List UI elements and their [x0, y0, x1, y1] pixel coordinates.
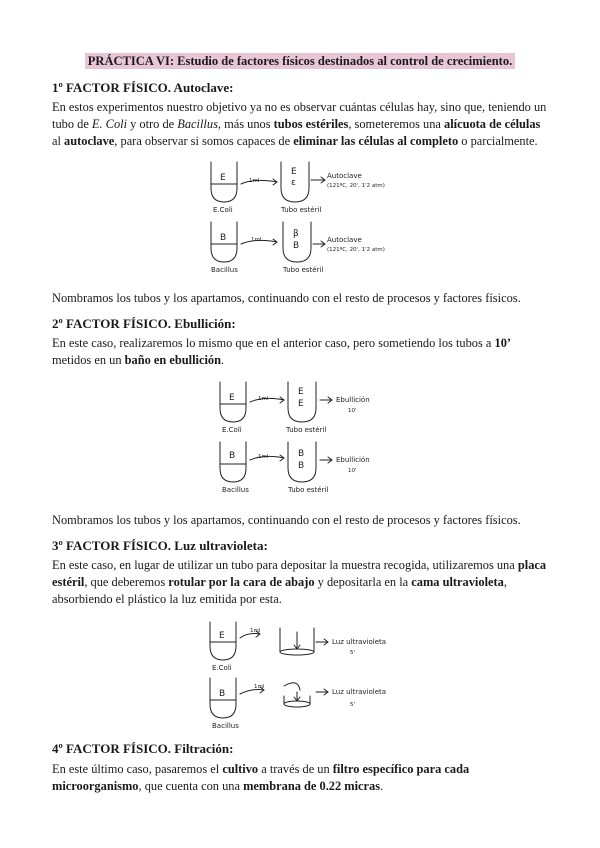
target-1-sub: (121ºC, 20', 1'2 atm) [327, 183, 385, 189]
svg-text:B: B [229, 451, 236, 461]
tube-sterile [281, 162, 309, 202]
target-2: Autoclave [327, 236, 362, 244]
tube-sterile-2 [288, 442, 316, 482]
label-bacillus: Bacillus [212, 722, 239, 730]
label-sterile: Tubo estéril [286, 426, 327, 434]
closing-ebullicion: Nombramos los tubos y los apartamos, continuando con el resto de procesos y factores físicos. [52, 513, 521, 527]
svg-text:B: B [220, 233, 227, 243]
target-2: Luz ultravioleta [332, 688, 387, 696]
arrow-label: 1ml [258, 454, 269, 460]
svg-text:E: E [220, 173, 226, 183]
closing-autoclave: Nombramos los tubos y los apartamos, continuando con el resto de procesos y factores físicos. [52, 291, 521, 305]
tube-ecoli [210, 622, 236, 660]
paragraph-luz-uv: En este caso, en lugar de utilizar un tubo para depositar la muestra recogida, utilizaremos una placa estéril, que deberemos rotular por la cara de abajo y depositarla en la cama ultravioleta, absorbiendo el plástico la luz emitida por esta. [52, 558, 547, 606]
title-container [0, 52, 600, 70]
heading-autoclave: 1º FACTOR FÍSICO. Autoclave: [52, 80, 234, 95]
svg-text:E: E [219, 631, 225, 641]
label-ecoli: E.Coli [222, 426, 242, 434]
svg-text:β: β [293, 229, 299, 239]
arrow-label: 1ml [254, 684, 265, 690]
svg-text:B: B [219, 689, 226, 699]
label-bacillus: Bacillus [222, 486, 249, 494]
target-2-sub: (121ºC, 20', 1'2 atm) [327, 247, 385, 253]
svg-text:E: E [291, 167, 297, 177]
target-1: Autoclave [327, 172, 362, 180]
tube-bacillus [211, 222, 237, 262]
target-2-sub: 5' [350, 702, 356, 708]
petri-dish [280, 628, 314, 655]
label-ecoli: E.Coli [213, 206, 233, 214]
tube-bacillus [220, 442, 246, 482]
svg-text:E: E [229, 393, 235, 403]
label-bacillus: Bacillus [211, 266, 238, 274]
paragraph-filtracion: En este último caso, pasaremos el cultivo a través de un filtro específico para cada microorganismo, que cuenta con una membrana de 0.22 micras. [52, 762, 470, 793]
target-1-sub: 5' [350, 650, 356, 656]
petri-dish-2 [284, 683, 310, 707]
target-1: Ebullición [336, 396, 370, 404]
svg-text:B: B [298, 461, 305, 471]
heading-filtracion: 4º FACTOR FÍSICO. Filtración: [52, 741, 234, 756]
paragraph-ebullicion: En este caso, realizaremos lo mismo que en el anterior caso, pero sometiendo los tubos a 10’ metidos en un baño en ebullición. [52, 336, 512, 367]
label-sterile: Tubo estéril [281, 206, 322, 214]
page-title: PRÁCTICA VI: Estudio de factores físicos destinados al control de crecimiento. [85, 53, 515, 69]
tube-ecoli [220, 382, 246, 422]
target-1-sub: 10' [348, 408, 357, 414]
svg-text:ε: ε [291, 178, 296, 188]
tube-sterile-2 [283, 222, 311, 262]
svg-text:B: B [293, 241, 300, 251]
diagram-ebullicion [214, 378, 404, 498]
arrow-label: 1ml [251, 237, 262, 243]
target-1: Luz ultravioleta [332, 638, 387, 646]
tube-sterile [288, 382, 316, 422]
heading-ebullicion: 2º FACTOR FÍSICO. Ebullición: [52, 316, 236, 331]
target-2: Ebullición [336, 456, 370, 464]
arrow-label: 1ml [258, 396, 269, 402]
arrow-label: 1ml [249, 178, 260, 184]
svg-text:B: B [298, 449, 305, 459]
heading-luz-uv: 3º FACTOR FÍSICO. Luz ultravioleta: [52, 538, 268, 553]
diagram-luz-uv [204, 618, 404, 730]
svg-text:E: E [298, 399, 304, 409]
target-2-sub: 10' [348, 468, 357, 474]
tube-ecoli [211, 162, 237, 202]
arrow-icon [240, 690, 264, 695]
tube-bacillus [210, 678, 236, 718]
svg-text:E: E [298, 387, 304, 397]
label-ecoli: E.Coli [212, 664, 232, 672]
diagram-autoclave [205, 158, 405, 276]
label-sterile-2: Tubo estéril [288, 486, 329, 494]
paragraph-autoclave: En estos experimentos nuestro objetivo ya no es observar cuántas células hay, sino que, teniendo un tubo de E. Coli y otro de Bacillus, más unos tubos estériles, someteremos una alícuota de células al autoclave, para observar si somos capaces de eliminar las células al completo o parcialmente. [52, 100, 547, 148]
arrow-label: 1ml [250, 628, 261, 634]
label-sterile-2: Tubo estéril [283, 266, 324, 274]
